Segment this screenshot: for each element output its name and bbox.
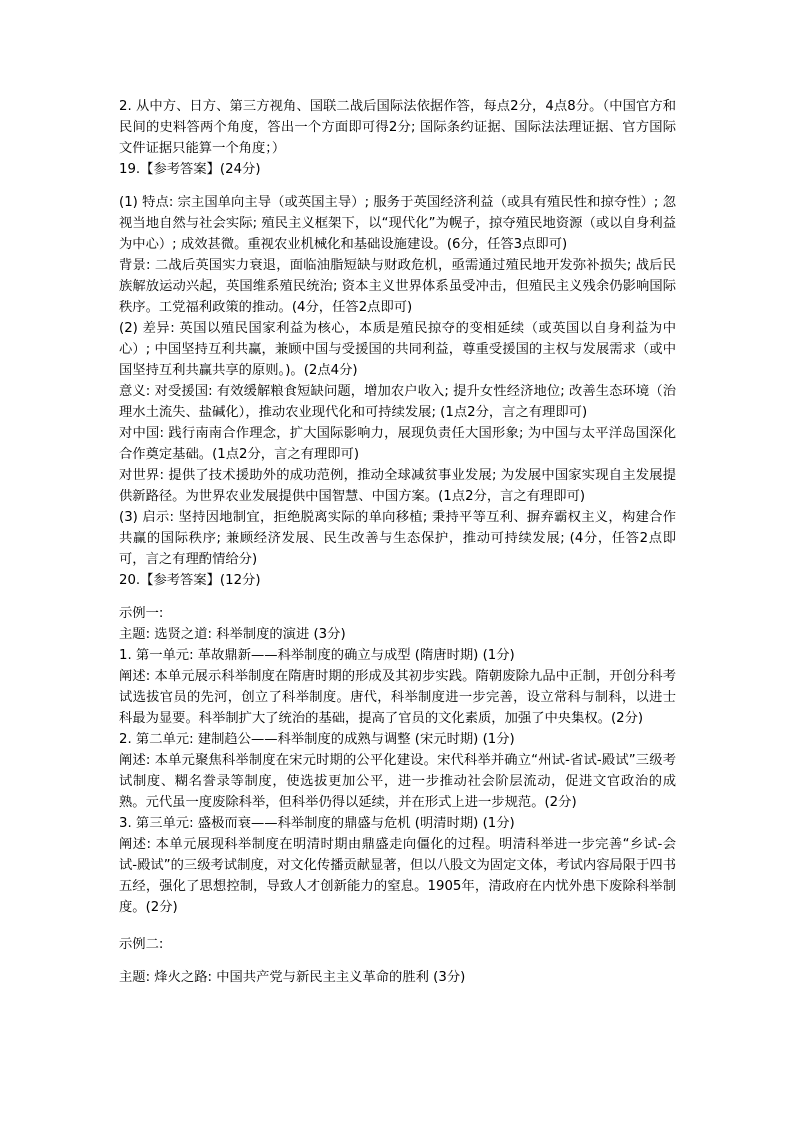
q19-part2-significance-recipient: 意义: 对受援国: 有效缓解粮食短缺问题，增加农户收入; 提升女性经济地位; 改善生态环境（治理水土流失、盐碱化），推动农业现代化和可持续发展; (1点2分，言之有理即可) (119, 384, 676, 420)
q19-part2-significance-world: 对世界: 提供了技术援助外的成功范例，推动全球减贫事业发展; 为发展中国家实现自主发展提供新路径。为世界农业发展提供中国智慧、中国方案。(1点2分，言之有理即可) (119, 468, 676, 504)
example1-label: 示例一: (119, 606, 164, 621)
q20-example1 (119, 603, 676, 918)
q20-example2 (119, 934, 676, 988)
q19-part1-background: 背景: 二战后英国实力衰退，面临油脂短缺与财政危机，亟需通过殖民地开发弥补损失; 战后民族解放运动兴起，英国维系殖民统治; 资本主义世界体系虽受冲击，但殖民主义残余仍影响国际秩序。工党福利政策的推动。(4分，任答2点即可) (119, 258, 676, 315)
q2-answer: 2. 从中方、日方、第三方视角、国联二战后国际法依据作答，每点2分，4点8分。（中国官方和民间的史料答两个角度，答出一个方面即可得2分; 国际条约证据、国际法法理证据、官方国际文件证据只能算一个角度；） (119, 99, 676, 156)
example2-theme: 主题: 烽火之路: 中国共产党与新民主主义革命的胜利 (3分) (119, 970, 466, 985)
example1-unit2-title: 2. 第二单元: 建制趋公——科举制度的成熟与调整 (宋元时期) (1分) (119, 732, 515, 747)
example1-unit1-title: 1. 第一单元: 革故鼎新——科举制度的确立与成型 (隋唐时期) (1分) (119, 648, 515, 663)
q19-body (119, 192, 676, 570)
q19-part2-significance-china: 对中国: 践行南南合作理念，扩大国际影响力，展现负责任大国形象; 为中国与太平洋岛国深化合作奠定基础。(1点2分，言之有理即可) (119, 426, 676, 462)
example1-unit1-text: 阐述: 本单元展示科举制度在隋唐时期的形成及其初步实践。隋朝废除九品中正制，开创分科考试选拔官员的先河，创立了科举制度。唐代，科举制度进一步完善，设立常科与制科，以进士科最为显要。科举制扩大了统治的基础，提高了官员的文化素质，加强了中央集权。(2分) (119, 669, 676, 726)
q19-part2-difference: (2) 差异: 英国以殖民国家利益为核心，本质是殖民掠夺的变相延续（或英国以自身利益为中心）; 中国坚持互利共赢，兼顾中国与受援国的共同利益，尊重受援国的主权与发展需求（或中国坚持互利共赢共享的原则。)。(2点4分) (119, 321, 676, 378)
example1-unit3-title: 3. 第三单元: 盛极而衰——科举制度的鼎盛与危机 (明清时期) (1分) (119, 816, 515, 831)
example1-unit2-text: 阐述: 本单元聚焦科举制度在宋元时期的公平化建设。宋代科举并确立“州试-省试-殿试”三级考试制度、糊名誊录等制度，使选拔更加公平，进一步推动社会阶层流动，促进文官政治的成熟。元代虽一度废除科举，但科举仍得以延续，并在形式上进一步规范。(2分) (119, 753, 676, 810)
q19-part1-features: (1) 特点: 宗主国单向主导（或英国主导）; 服务于英国经济利益（或具有殖民性和掠夺性）; 忽视当地自然与社会实际; 殖民主义框架下，以“现代化”为幌子，掠夺殖民地资源（或以自身利益为中心）; 成效甚微。重视农业机械化和基础设施建设。(6分，任答3点即可) (119, 195, 676, 252)
q19-part3-inspiration: (3) 启示: 坚持因地制宜，拒绝脱离实际的单向移植; 秉持平等互利、摒弃霸权主义，构建合作共赢的国际秩序; 兼顾经济发展、民生改善与生态保护，推动可持续发展; (4分，任答2点即可，言之有理酌情给分) (119, 510, 676, 567)
example1-theme: 主题: 选贤之道: 科举制度的演进 (3分) (119, 627, 346, 642)
example1-unit3-text: 阐述: 本单元展现科举制度在明清时期由鼎盛走向僵化的过程。明清科举进一步完善“乡试-会试-殿试”的三级考试制度，对文化传播贡献显著，但以八股文为固定文体，考试内容局限于四书五经，强化了思想控制，导致人才创新能力的窒息。1905年，清政府在内忧外患下废除科举制度。(2分) (119, 837, 676, 915)
q19-heading: 19.【参考答案】(24分) (119, 162, 261, 177)
q20-heading: 20.【参考答案】(12分) (119, 573, 261, 588)
example2-label: 示例二: (119, 937, 164, 952)
